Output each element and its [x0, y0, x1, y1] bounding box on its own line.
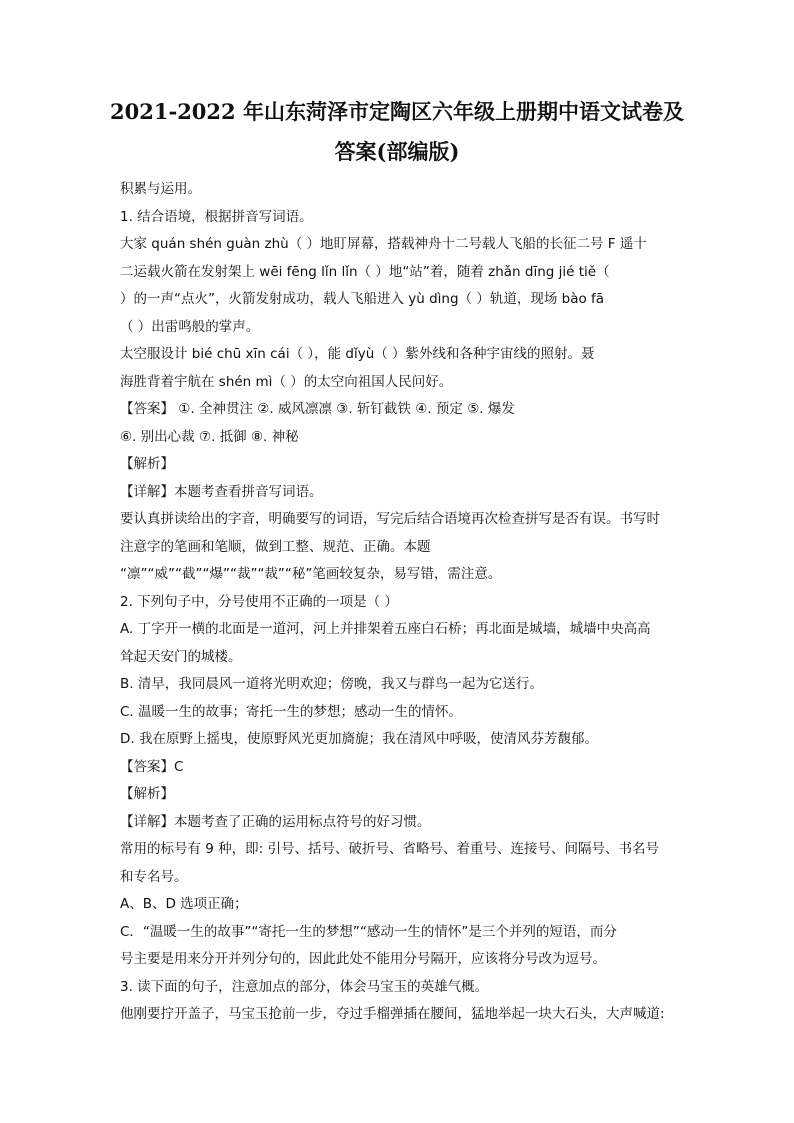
text-line: 常用的标号有 9 种，即: 引号、括号、破折号、省略号、着重号、连接号、间隔号、书名号	[120, 841, 660, 857]
text-line: ⑥. 别出心裁 ⑦. 抵御 ⑧. 神秘	[120, 428, 299, 445]
text-line: 3. 读下面的句子，注意加点的部分，体会马宝玉的英雄气概。	[120, 978, 489, 995]
text-line: 【答案】C	[120, 758, 184, 775]
text-line: 积累与运用。	[120, 181, 201, 197]
text-line: D. 我在原野上摇曳，使原野风光更加旖旎；我在清风中呼吸，使清风芬芳馥郁。	[120, 731, 598, 747]
text-line: 【解析】	[120, 456, 174, 472]
text-line: 【答案】 ①. 全神贯注 ②. 威风凛凛 ③. 斩钉截铁 ④. 预定 ⑤. 爆发	[120, 401, 515, 417]
text-line: 【详解】本题考查了正确的运用标点符号的好习惯。	[120, 813, 431, 830]
text-line: 太空服设计 bié chū xīn cái（ ），能 dǐyù（ ）紫外线和各种宇宙线的照射。聂	[120, 346, 595, 362]
text-line: 二运载火箭在发射架上 wēi fēng lǐn lǐn（ ）地“站”着，随着 zhǎn dīng jié tiě（	[120, 263, 610, 280]
text-line: （ ）出雷鸣般的掌声。	[120, 318, 260, 335]
text-line: B. 清早，我同晨风一道将光明欢迎；傍晚，我又与群鸟一起为它送行。	[120, 676, 543, 692]
text-line: 耸起天安门的城楼。	[120, 648, 242, 665]
document-body	[120, 176, 680, 1029]
text-line: 注意字的笔画和笔顺，做到工整、规范、正确。本题	[120, 538, 431, 555]
text-line: 和专名号。	[120, 868, 188, 885]
text-line: 要认真拼读给出的字音，明确要写的词语，写完后结合语境再次检查拼写是否有误。书写时	[120, 511, 660, 527]
text-line: 号主要是用来分开并列分句的，因此此处不能用分号隔开，应该将分号改为逗号。	[120, 951, 606, 967]
text-line: “凛”“威”“截”“爆”“裁”“裁”“秘”笔画较复杂，易写错，需注意。	[120, 566, 502, 582]
text-line: ）的一声“点火”，火箭发射成功，载人飞船进入 yù dìng（ ）轨道，现场 bào fā	[120, 291, 605, 307]
text-line: 大家 quán shén guàn zhù（ ）地盯屏幕，搭载神舟十二号载人飞船的长征二号 F 遥十	[120, 236, 647, 252]
text-line: 2. 下列句子中，分号使用不正确的一项是（ ）	[120, 593, 398, 610]
document-title-line-2: 答案(部编版)	[334, 139, 460, 164]
text-line: 【解析】	[120, 786, 174, 802]
text-line: 他刚要拧开盖子，马宝玉抢前一步，夺过手榴弹插在腰间，猛地举起一块大石头，大声喊道:	[120, 1006, 665, 1022]
text-line: 海胜背着宇航在 shén mì（ ）的太空向祖国人民问好。	[120, 373, 453, 390]
text-line: C．“温暖一生的故事”“寄托一生的梦想”“感动一生的情怀”是三个并列的短语，而分	[120, 923, 617, 940]
text-line: A、B、D 选项正确；	[120, 896, 248, 912]
text-line: C. 温暖一生的故事；寄托一生的梦想；感动一生的情怀。	[120, 703, 463, 720]
text-line: A. 丁字开一横的北面是一道河，河上并排架着五座白石桥；再北面是城墙，城墙中央高高	[120, 621, 651, 637]
text-line: 1. 结合语境，根据拼音写词语。	[120, 208, 313, 225]
text-line: 【详解】本题考查看拼音写词语。	[120, 483, 323, 500]
document-title-line-1: 2021-2022 年山东菏泽市定陶区六年级上册期中语文试卷及	[110, 99, 684, 124]
